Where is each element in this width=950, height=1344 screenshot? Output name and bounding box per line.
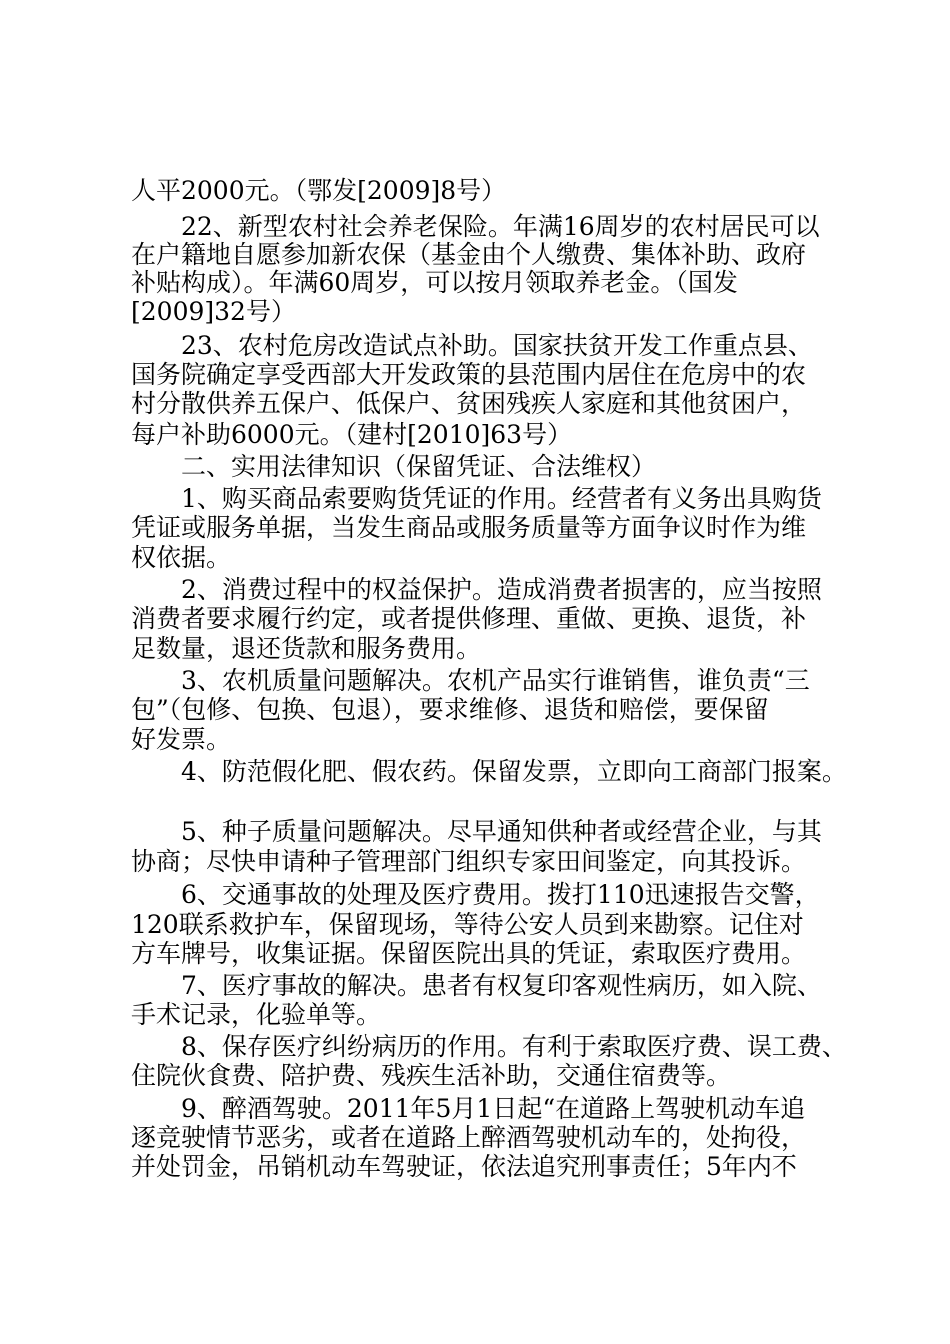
text-line: 村分散供养五保户、低保户、贫困残疾人家庭和其他贫困户， bbox=[131, 389, 807, 418]
text-line: 6、交通事故的处理及医疗费用。拨打110迅速报告交警， bbox=[131, 880, 820, 909]
text-line: 并处罚金，吊销机动车驾驶证，依法追究刑事责任；5年内不 bbox=[131, 1152, 797, 1181]
text-line: 2、消费过程中的权益保护。造成消费者损害的，应当按照 bbox=[131, 575, 822, 604]
text-line: 好发票。 bbox=[131, 725, 232, 754]
text-line: 方车牌号，收集证据。保留医院出具的凭证，索取医疗费用。 bbox=[131, 939, 807, 968]
text-line: 住院伙食费、陪护费、残疾生活补助，交通住宿费等。 bbox=[131, 1061, 732, 1090]
text-line: 每户补助6000元。（建村[2010]63号） bbox=[131, 420, 573, 449]
text-line: 权依据。 bbox=[131, 543, 232, 572]
text-line: [2009]32号） bbox=[131, 297, 296, 326]
text-line: 逐竞驶情节恶劣，或者在道路上醉酒驾驶机动车的，处拘役， bbox=[131, 1123, 807, 1152]
text-line: 4、防范假化肥、假农药。保留发票，立即向工商部门报案。 bbox=[131, 757, 847, 786]
text-line: 5、种子质量问题解决。尽早通知供种者或经营企业，与其 bbox=[131, 817, 822, 846]
text-line: 8、保存医疗纠纷病历的作用。有利于索取医疗费、误工费、 bbox=[131, 1032, 847, 1061]
text-line: 23、农村危房改造试点补助。国家扶贫开发工作重点县、 bbox=[131, 331, 813, 360]
text-line: 消费者要求履行约定，或者提供修理、重做、更换、退货，补 bbox=[131, 604, 807, 633]
text-line: 包”（包修、包换、包退），要求维修、退货和赔偿，要保留 bbox=[131, 695, 769, 724]
text-line: 补贴构成）。年满60周岁，可以按月领取养老金。（国发 bbox=[131, 268, 738, 297]
text-line: 在户籍地自愿参加新农保（基金由个人缴费、集体补助、政府 bbox=[131, 240, 807, 269]
text-line: 120联系救护车，保留现场，等待公安人员到来勘察。记住对 bbox=[131, 910, 804, 939]
text-line: 9、醉酒驾驶。2011年5月1日起“在道路上驾驶机动车追 bbox=[131, 1094, 806, 1123]
text-line: 1、购买商品索要购货凭证的作用。经营者有义务出具购货 bbox=[131, 484, 822, 513]
text-line: 7、医疗事故的解决。患者有权复印客观性病历，如入院、 bbox=[131, 971, 822, 1000]
section-heading: 二、实用法律知识（保留凭证、合法维权） bbox=[131, 452, 657, 481]
text-line: 足数量，退还货款和服务费用。 bbox=[131, 634, 482, 663]
text-line: 手术记录，化验单等。 bbox=[131, 1000, 382, 1029]
text-line: 协商；尽快申请种子管理部门组织专家田间鉴定，向其投诉。 bbox=[131, 847, 807, 876]
text-line: 人平2000元。（鄂发[2009]8号） bbox=[131, 176, 507, 205]
text-line: 22、新型农村社会养老保险。年满16周岁的农村居民可以 bbox=[131, 212, 820, 241]
text-line: 凭证或服务单据，当发生商品或服务质量等方面争议时作为维 bbox=[131, 513, 807, 542]
text-line: 国务院确定享受西部大开发政策的县范围内居住在危房中的农 bbox=[131, 360, 807, 389]
text-line: 3、农机质量问题解决。农机产品实行谁销售，谁负责“三 bbox=[131, 666, 810, 695]
